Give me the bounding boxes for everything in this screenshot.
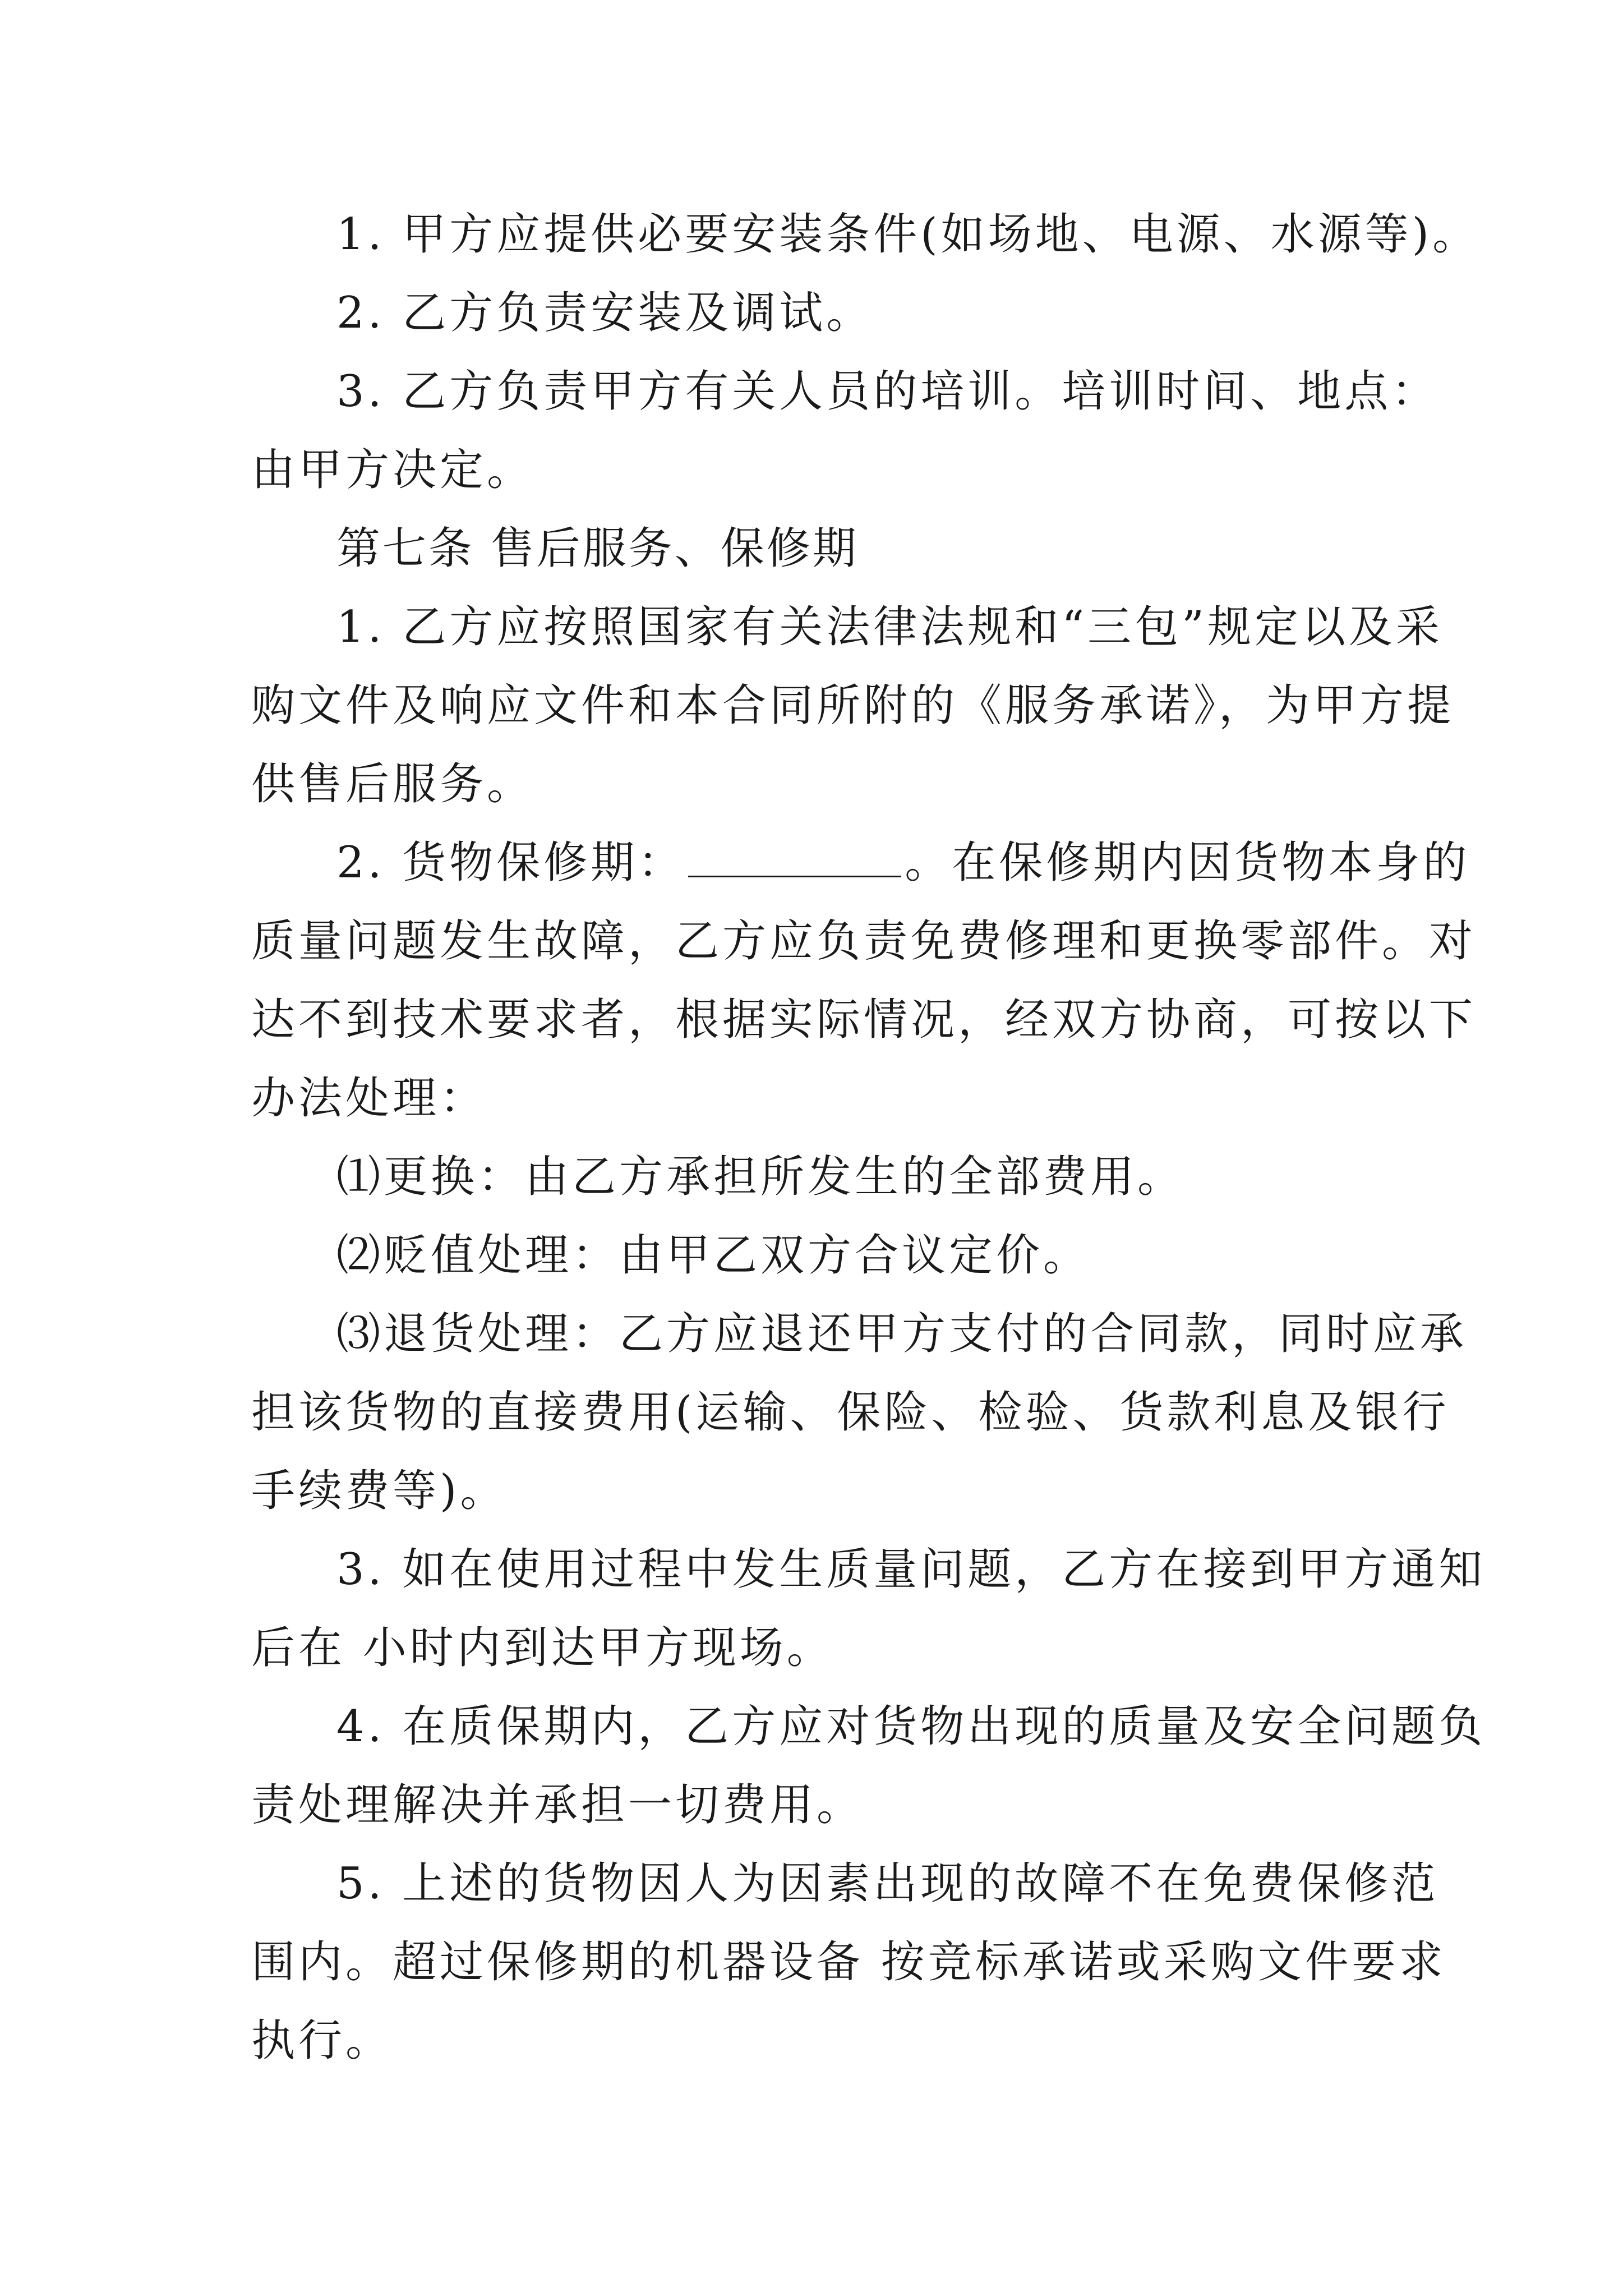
paragraph-line: 4. 在质保期内，乙方应对货物出现的质量及安全问题负 <box>336 1701 1486 1752</box>
paragraph-line: 供售后服务。 <box>251 759 534 809</box>
paragraph-line: ⑵贬值处理：由甲乙双方合议定价。 <box>336 1230 1091 1281</box>
paragraph-line: 后在 小时内到达甲方现场。 <box>251 1623 834 1673</box>
paragraph-line: ⑶退货处理：乙方应退还甲方支付的合同款，同时应承 <box>336 1309 1468 1359</box>
paragraph-line: 责处理解决并承担一切费用。 <box>251 1780 864 1830</box>
paragraph-line: 围内。超过保修期的机器设备 按竞标承诺或采购文件要求 <box>251 1937 1446 1987</box>
section-heading: 第七条 售后服务、保修期 <box>336 523 859 574</box>
paragraph-line: 1. 乙方应按照国家有关法律法规和“三包”规定以及采 <box>336 602 1443 652</box>
warranty-period-blank <box>688 836 901 877</box>
paragraph-line <box>336 835 1470 891</box>
warranty-text: 。在保修期内因货物本身的 <box>905 838 1470 888</box>
paragraph-line: 达不到技术要求者，根据实际情况，经双方协商，可按以下 <box>251 995 1477 1045</box>
paragraph-line: 5. 上述的货物因人为因素出现的故障不在免费保修范 <box>336 1858 1439 1909</box>
paragraph-line: 由甲方决定。 <box>251 445 534 495</box>
paragraph-line: 手续费等)。 <box>251 1466 508 1516</box>
paragraph-line: 3. 乙方负责甲方有关人员的培训。培训时间、地点： <box>336 366 1439 417</box>
paragraph-line: ⑴更换：由乙方承担所发生的全部费用。 <box>336 1152 1185 1202</box>
paragraph-line: 担该货物的直接费用(运输、保险、检验、货款利息及银行 <box>251 1387 1450 1438</box>
paragraph-line: 办法处理： <box>251 1073 487 1124</box>
paragraph-line: 购文件及响应文件和本合同所附的《服务承诺》，为甲方提 <box>251 680 1455 731</box>
paragraph-line: 执行。 <box>251 2016 393 2066</box>
paragraph-line: 1. 甲方应提供必要安装条件(如场地、电源、水源等)。 <box>336 209 1480 260</box>
warranty-label: 2. 货物保修期： <box>336 838 685 888</box>
paragraph-line: 3. 如在使用过程中发生质量问题，乙方在接到甲方通知 <box>336 1544 1486 1595</box>
paragraph-line: 质量问题发生故障，乙方应负责免费修理和更换零部件。对 <box>251 916 1477 967</box>
paragraph-line: 2. 乙方负责安装及调试。 <box>336 288 874 338</box>
